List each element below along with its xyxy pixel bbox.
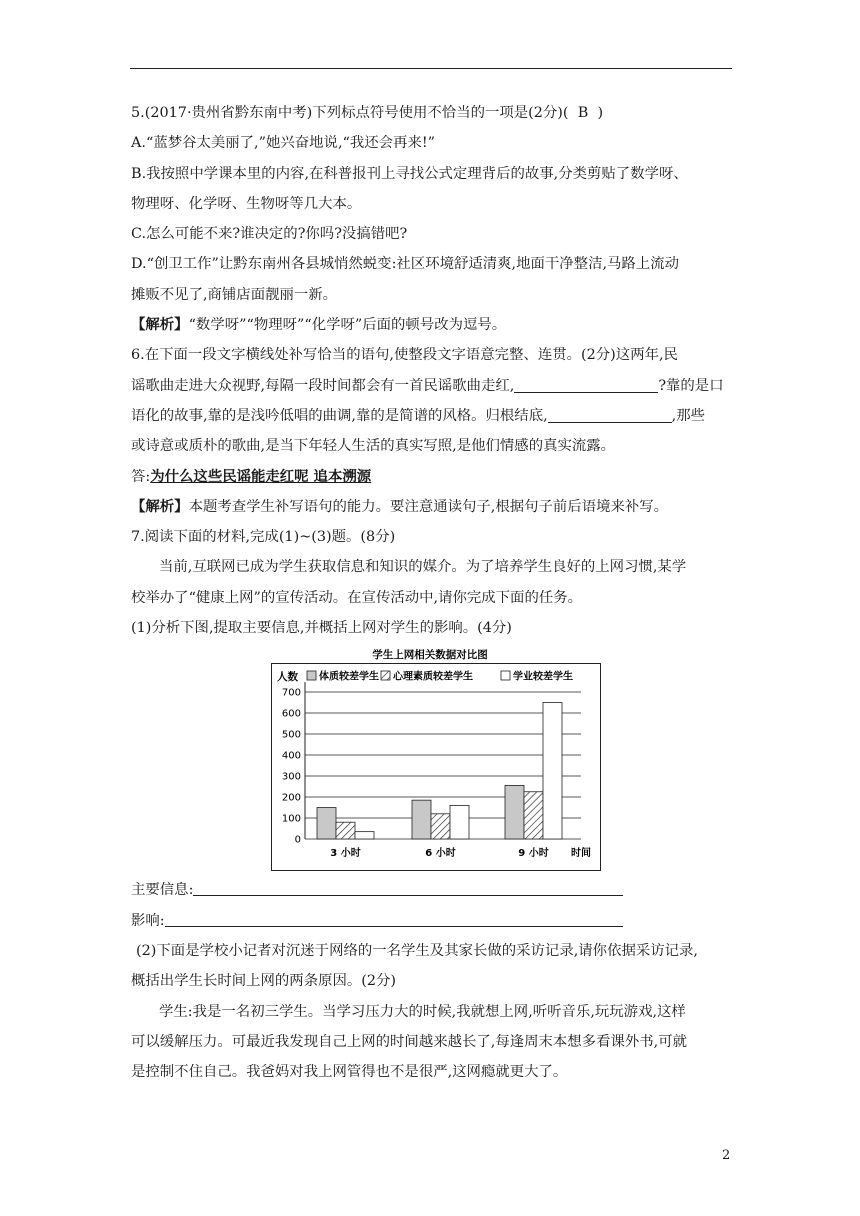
q5-option-a: A.“蓝梦谷太美丽了,”她兴奋地说,“我还会再来!” xyxy=(131,135,435,152)
bar xyxy=(412,800,431,839)
y-axis-label: 人数 xyxy=(277,671,298,684)
y-tick-label: 200 xyxy=(281,792,301,804)
bar-chart xyxy=(271,647,601,871)
q6-blank-2[interactable] xyxy=(548,406,672,423)
q5-option-b-line2: 物理呀、化学呀、生物呀等几大本。 xyxy=(131,195,362,212)
y-tick-label: 400 xyxy=(281,750,301,762)
impact-answer-line[interactable] xyxy=(165,912,623,927)
y-tick-label: 300 xyxy=(281,771,301,783)
page-number: 2 xyxy=(722,1148,731,1163)
q7-stem: 7.阅读下面的材料,完成(1)~(3)题。(8分) xyxy=(131,529,396,546)
bar xyxy=(505,786,524,840)
q5-option-d-line2: 摊贩不见了,商铺店面靓丽一新。 xyxy=(131,286,338,303)
x-tick-label: 9 小时 xyxy=(518,848,549,860)
y-tick-label: 100 xyxy=(281,813,301,825)
q6-line2: 谣歌曲走进大众视野,每隔一段时间都会有一首民谣歌曲走红, ?靠的是口 xyxy=(131,377,724,394)
q5-option-d-line1: D.“创卫工作”让黔东南州各县城悄然蜕变:社区环境舒适清爽,地面干净整洁,马路上流动 xyxy=(131,256,679,273)
legend-label: 体质较差学生 xyxy=(319,671,379,683)
q7-student-line3: 是控制不住自己。我爸妈对我上网管得也不是很严,这网瘾就更大了。 xyxy=(131,1064,568,1081)
bar xyxy=(431,814,450,839)
q5-answer: B xyxy=(577,105,589,121)
legend-label: 学业较差学生 xyxy=(513,671,573,683)
y-tick-label: 700 xyxy=(281,687,301,699)
q6-answer: 答:为什么这些民谣能走红呢 追本溯源 xyxy=(131,467,372,485)
legend-swatch xyxy=(501,671,510,680)
q6-line3: 语化的故事,靠的是浅吟低唱的曲调,靠的是简谱的风格。归根结底, ,那些 xyxy=(131,407,706,424)
q7-sub2-line2: 概括出学生长时间上网的两条原因。(2分) xyxy=(131,973,397,990)
bar xyxy=(524,792,543,839)
y-tick-label: 500 xyxy=(281,729,301,741)
document-body xyxy=(131,98,736,1087)
bar xyxy=(355,832,374,839)
q5-option-c: C.怎么可能不来?谁决定的?你吗?没搞错吧? xyxy=(131,226,408,243)
q7-main-info: 主要信息: xyxy=(131,875,736,905)
bar xyxy=(336,823,355,840)
legend-swatch xyxy=(381,671,390,680)
bar xyxy=(317,808,336,840)
x-tick-label: 6 小时 xyxy=(425,848,456,860)
q5-analysis: 【解析】“数学呀”“物理呀”“化学呀”后面的顿号改为逗号。 xyxy=(131,316,507,334)
main-info-answer-line[interactable] xyxy=(193,881,623,896)
q5-stem: 5.(2017·贵州省黔东南中考)下列标点符号使用不恰当的一项是(2分)( B ) xyxy=(131,105,604,121)
bar xyxy=(543,703,562,840)
q7-sub1: (1)分析下图,提取主要信息,并概括上网对学生的影响。(4分) xyxy=(131,620,512,637)
q7-student-line1: 学生:我是一名初三学生。当学习压力大的时候,我就想上网,听听音乐,玩玩游戏,这样 xyxy=(159,1003,686,1020)
chart-container xyxy=(131,643,736,875)
q7-para1-line1: 当前,互联网已成为学生获取信息和知识的媒介。为了培养学生良好的上网习惯,某学 xyxy=(159,559,687,576)
top-rule xyxy=(130,68,732,69)
legend-swatch xyxy=(307,671,316,680)
q6-line1: 6.在下面一段文字横线处补写恰当的语句,使整段文字语意完整、连贯。(2分)这两年,民 xyxy=(131,347,678,364)
q7-impact: 影响: xyxy=(131,906,736,936)
x-tick-label: 3 小时 xyxy=(330,848,361,860)
bar xyxy=(450,806,469,840)
q7-student-line2: 可以缓解压力。可最近我发现自己上网的时间越来越长了,每逢周末本想多看课外书,可就 xyxy=(131,1033,687,1050)
q7-sub2-line1: (2)下面是学校小记者对沉迷于网络的一名学生及其家长做的采访记录,请你依据采访记录, xyxy=(136,942,698,959)
y-tick-label: 0 xyxy=(294,834,301,846)
q6-line4: 或诗意或质朴的歌曲,是当下年轻人生活的真实写照,是他们情感的真实流露。 xyxy=(131,438,616,455)
legend-label: 心理素质较差学生 xyxy=(393,671,473,683)
q6-analysis: 【解析】本题考查学生补写语句的能力。要注意通读句子,根据句子前后语境来补写。 xyxy=(131,497,669,515)
q7-para1-line2: 校举办了“健康上网”的宣传活动。在宣传活动中,请你完成下面的任务。 xyxy=(131,589,583,606)
x-axis-label: 时间 xyxy=(571,848,591,860)
chart-title: 学生上网相关数据对比图 xyxy=(372,649,488,662)
y-tick-label: 600 xyxy=(281,708,301,720)
q5-option-b-line1: B.我按照中学课本里的内容,在科普报刊上寻找公式定理背后的故事,分类剪贴了数学呀、 xyxy=(131,165,688,182)
q6-answer-text: 为什么这些民谣能走红呢 追本溯源 xyxy=(150,467,372,485)
q6-blank-1[interactable] xyxy=(514,376,658,393)
